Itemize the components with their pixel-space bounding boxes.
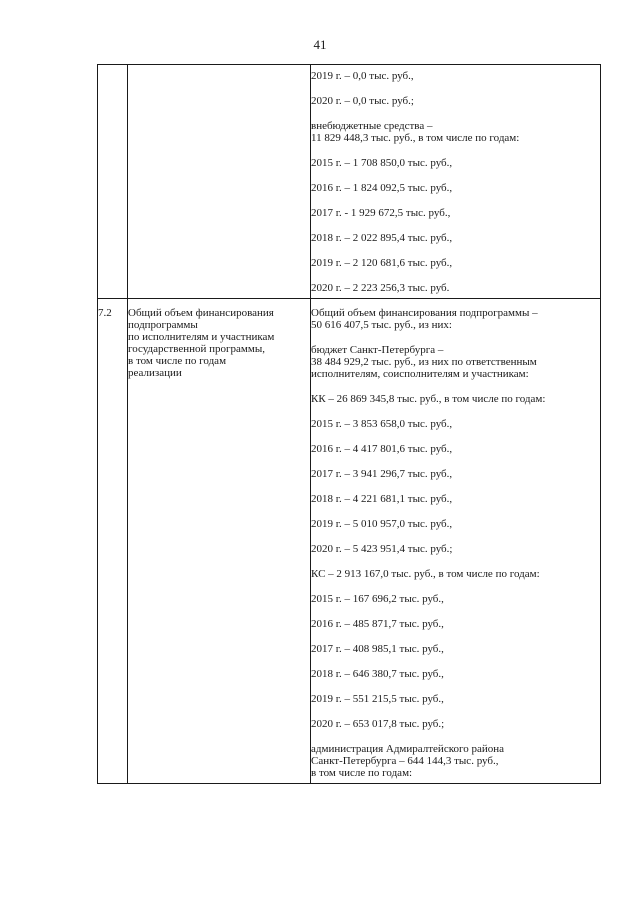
- value-line: КС – 2 913 167,0 тыс. руб., в том числе по годам:: [311, 568, 540, 580]
- value-line: 2019 г. – 5 010 957,0 тыс. руб.,: [311, 518, 453, 530]
- label-line: реализации: [128, 367, 182, 379]
- value-line: 2019 г. – 2 120 681,6 тыс. руб.,: [311, 257, 453, 269]
- value-line: 2015 г. – 1 708 850,0 тыс. руб.,: [311, 157, 453, 169]
- row-number: 7.2: [98, 299, 128, 784]
- value-entry: [311, 95, 600, 107]
- value-entry: [311, 393, 600, 405]
- label-line: Общий объем финансирования: [128, 307, 274, 319]
- value-line: КК – 26 869 345,8 тыс. руб., в том числе по годам:: [311, 393, 546, 405]
- value-line: 2019 г. – 0,0 тыс. руб.,: [311, 70, 414, 82]
- value-line: 2020 г. – 5 423 951,4 тыс. руб.;: [311, 543, 453, 555]
- value-entry: [311, 418, 600, 430]
- value-line: 2017 г. - 1 929 672,5 тыс. руб.,: [311, 207, 451, 219]
- row-label: [128, 65, 311, 299]
- value-entry: [311, 743, 600, 779]
- value-entry: [311, 518, 600, 530]
- value-line: 2019 г. – 551 215,5 тыс. руб.,: [311, 693, 444, 705]
- value-line: 2016 г. – 4 417 801,6 тыс. руб.,: [311, 443, 453, 455]
- label-line: по исполнителям и участникам: [128, 331, 275, 343]
- row-values: [311, 65, 601, 299]
- value-entry: [311, 232, 600, 244]
- row-label: [128, 299, 311, 784]
- value-entry: [311, 468, 600, 480]
- financing-table-body: [98, 65, 601, 784]
- value-entry: [311, 207, 600, 219]
- value-line: 2015 г. – 3 853 658,0 тыс. руб.,: [311, 418, 453, 430]
- table-row: [98, 65, 601, 299]
- table-row: [98, 299, 601, 784]
- financing-table: [97, 64, 601, 784]
- value-line: внебюджетные средства –: [311, 120, 433, 132]
- value-entry: [311, 693, 600, 705]
- value-line: 2020 г. – 653 017,8 тыс. руб.;: [311, 718, 445, 730]
- value-line: 2020 г. – 2 223 256,3 тыс. руб.: [311, 282, 450, 294]
- value-line: 2018 г. – 2 022 895,4 тыс. руб.,: [311, 232, 453, 244]
- label-line: государственной программы,: [128, 343, 265, 355]
- value-entry: [311, 120, 600, 144]
- value-entry: [311, 157, 600, 169]
- row-number: [98, 65, 128, 299]
- value-line: 38 484 929,2 тыс. руб., из них по ответственным: [311, 356, 537, 368]
- value-entry: [311, 543, 600, 555]
- value-line: Санкт-Петербурга – 644 144,3 тыс. руб.,: [311, 755, 499, 767]
- value-entry: [311, 618, 600, 630]
- label-line: в том числе по годам: [128, 355, 227, 367]
- value-entry: [311, 718, 600, 730]
- value-line: 50 616 407,5 тыс. руб., из них:: [311, 319, 452, 331]
- value-entry: [311, 643, 600, 655]
- value-entry: [311, 307, 600, 331]
- value-entry: [311, 668, 600, 680]
- value-entry: [311, 443, 600, 455]
- value-line: 2017 г. – 408 985,1 тыс. руб.,: [311, 643, 444, 655]
- value-line: 2020 г. – 0,0 тыс. руб.;: [311, 95, 414, 107]
- value-entry: [311, 70, 600, 82]
- page-number: 41: [313, 37, 327, 52]
- value-entry: [311, 257, 600, 269]
- value-line: 2017 г. – 3 941 296,7 тыс. руб.,: [311, 468, 453, 480]
- value-entry: [311, 493, 600, 505]
- value-entry: [311, 593, 600, 605]
- value-line: исполнителям, соисполнителям и участникам:: [311, 368, 529, 380]
- row-values: [311, 299, 601, 784]
- value-line: 2016 г. – 485 871,7 тыс. руб.,: [311, 618, 444, 630]
- value-line: Общий объем финансирования подпрограммы –: [311, 307, 538, 319]
- value-entry: [311, 182, 600, 194]
- value-line: бюджет Санкт-Петербурга –: [311, 344, 444, 356]
- value-entry: [311, 344, 600, 380]
- value-line: 2018 г. – 4 221 681,1 тыс. руб.,: [311, 493, 453, 505]
- value-entry: [311, 282, 600, 294]
- value-line: 2015 г. – 167 696,2 тыс. руб.,: [311, 593, 444, 605]
- value-line: 11 829 448,3 тыс. руб., в том числе по годам:: [311, 132, 520, 144]
- value-line: 2016 г. – 1 824 092,5 тыс. руб.,: [311, 182, 453, 194]
- value-line: администрация Адмиралтейского района: [311, 743, 505, 755]
- label-line: подпрограммы: [128, 319, 198, 331]
- value-entry: [311, 568, 600, 580]
- value-line: 2018 г. – 646 380,7 тыс. руб.,: [311, 668, 444, 680]
- value-line: в том числе по годам:: [311, 767, 413, 779]
